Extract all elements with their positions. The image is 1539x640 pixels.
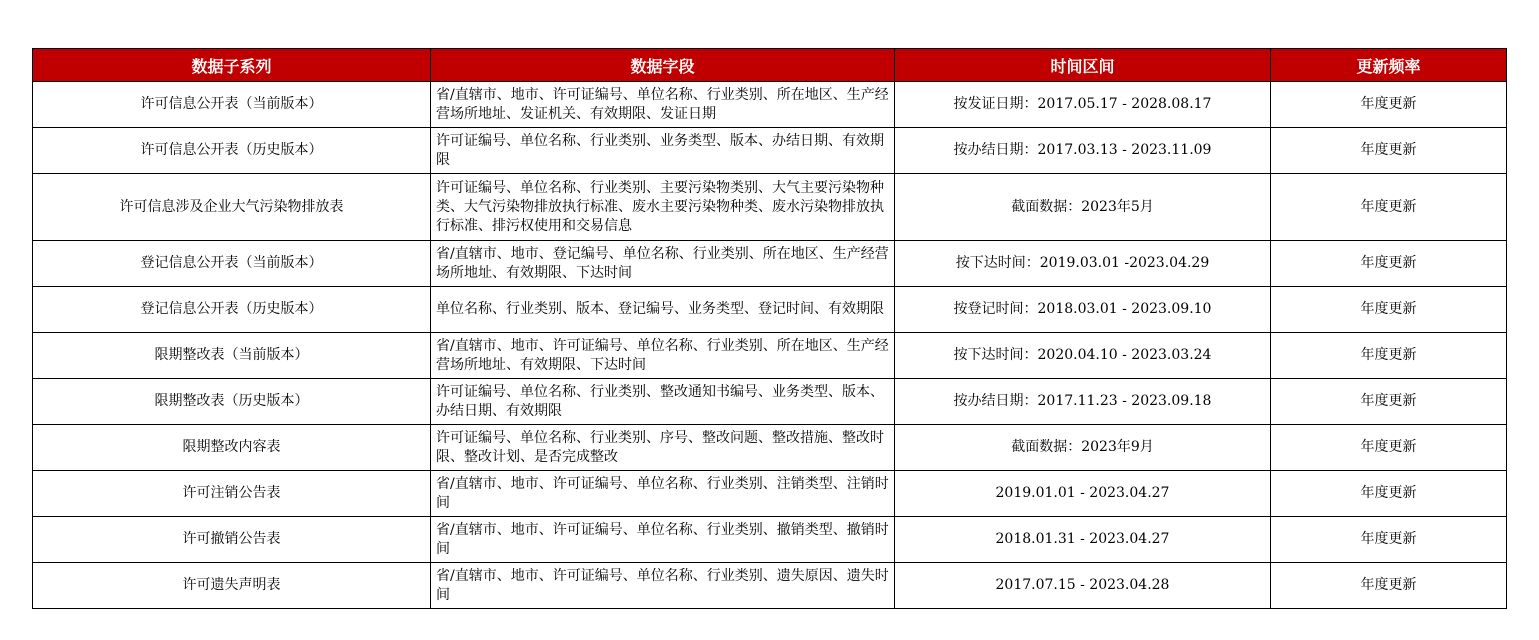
series-cell: 许可撤销公告表 — [33, 517, 431, 563]
table-row — [33, 128, 1507, 174]
period-cell: 截面数据：2023年9月 — [895, 425, 1271, 471]
table-row — [33, 241, 1507, 287]
header-row — [33, 49, 1507, 82]
period-cell: 按发证日期：2017.05.17 - 2028.08.17 — [895, 82, 1271, 128]
frequency-cell: 年度更新 — [1271, 82, 1507, 128]
data-series-table — [32, 48, 1507, 609]
period-cell: 按下达时间：2020.04.10 - 2023.03.24 — [895, 333, 1271, 379]
header-series: 数据子系列 — [33, 49, 431, 82]
series-cell: 限期整改内容表 — [33, 425, 431, 471]
fields-cell: 许可证编号、单位名称、行业类别、业务类型、版本、办结日期、有效期限 — [431, 128, 895, 174]
fields-cell: 许可证编号、单位名称、行业类别、整改通知书编号、业务类型、版本、办结日期、有效期限 — [431, 379, 895, 425]
table-row — [33, 82, 1507, 128]
table-row — [33, 333, 1507, 379]
period-cell: 2017.07.15 - 2023.04.28 — [895, 563, 1271, 609]
frequency-cell: 年度更新 — [1271, 425, 1507, 471]
fields-cell: 省/直辖市、地市、登记编号、单位名称、行业类别、所在地区、生产经营场所地址、有效期限、下达时间 — [431, 241, 895, 287]
series-cell: 许可注销公告表 — [33, 471, 431, 517]
header-period: 时间区间 — [895, 49, 1271, 82]
frequency-cell: 年度更新 — [1271, 517, 1507, 563]
period-cell: 按办结日期：2017.03.13 - 2023.11.09 — [895, 128, 1271, 174]
frequency-cell: 年度更新 — [1271, 174, 1507, 241]
period-cell: 2019.01.01 - 2023.04.27 — [895, 471, 1271, 517]
frequency-cell: 年度更新 — [1271, 287, 1507, 333]
series-cell: 许可信息公开表（历史版本） — [33, 128, 431, 174]
period-cell: 按办结日期：2017.11.23 - 2023.09.18 — [895, 379, 1271, 425]
table-container — [32, 48, 1506, 609]
fields-cell: 省/直辖市、地市、许可证编号、单位名称、行业类别、所在地区、生产经营场所地址、有效期限、下达时间 — [431, 333, 895, 379]
frequency-cell: 年度更新 — [1271, 128, 1507, 174]
period-cell: 截面数据：2023年5月 — [895, 174, 1271, 241]
frequency-cell: 年度更新 — [1271, 563, 1507, 609]
table-row — [33, 174, 1507, 241]
table-row — [33, 425, 1507, 471]
period-cell: 按下达时间：2019.03.01 -2023.04.29 — [895, 241, 1271, 287]
series-cell: 登记信息公开表（历史版本） — [33, 287, 431, 333]
series-cell: 许可信息公开表（当前版本） — [33, 82, 431, 128]
fields-cell: 省/直辖市、地市、许可证编号、单位名称、行业类别、撤销类型、撤销时间 — [431, 517, 895, 563]
period-cell: 按登记时间：2018.03.01 - 2023.09.10 — [895, 287, 1271, 333]
table-row — [33, 517, 1507, 563]
fields-cell: 省/直辖市、地市、许可证编号、单位名称、行业类别、所在地区、生产经营场所地址、发证机关、有效期限、发证日期 — [431, 82, 895, 128]
header-frequency: 更新频率 — [1271, 49, 1507, 82]
series-cell: 登记信息公开表（当前版本） — [33, 241, 431, 287]
frequency-cell: 年度更新 — [1271, 471, 1507, 517]
fields-cell: 许可证编号、单位名称、行业类别、序号、整改问题、整改措施、整改时限、整改计划、是否完成整改 — [431, 425, 895, 471]
frequency-cell: 年度更新 — [1271, 333, 1507, 379]
series-cell: 许可信息涉及企业大气污染物排放表 — [33, 174, 431, 241]
frequency-cell: 年度更新 — [1271, 241, 1507, 287]
series-cell: 许可遗失声明表 — [33, 563, 431, 609]
fields-cell: 许可证编号、单位名称、行业类别、主要污染物类别、大气主要污染物种类、大气污染物排放执行标准、废水主要污染物种类、废水污染物排放执行标准、排污权使用和交易信息 — [431, 174, 895, 241]
table-row — [33, 471, 1507, 517]
header-fields: 数据字段 — [431, 49, 895, 82]
frequency-cell: 年度更新 — [1271, 379, 1507, 425]
series-cell: 限期整改表（历史版本） — [33, 379, 431, 425]
table-row — [33, 287, 1507, 333]
series-cell: 限期整改表（当前版本） — [33, 333, 431, 379]
fields-cell: 单位名称、行业类别、版本、登记编号、业务类型、登记时间、有效期限 — [431, 287, 895, 333]
fields-cell: 省/直辖市、地市、许可证编号、单位名称、行业类别、遗失原因、遗失时间 — [431, 563, 895, 609]
fields-cell: 省/直辖市、地市、许可证编号、单位名称、行业类别、注销类型、注销时间 — [431, 471, 895, 517]
period-cell: 2018.01.31 - 2023.04.27 — [895, 517, 1271, 563]
table-row — [33, 563, 1507, 609]
table-row — [33, 379, 1507, 425]
